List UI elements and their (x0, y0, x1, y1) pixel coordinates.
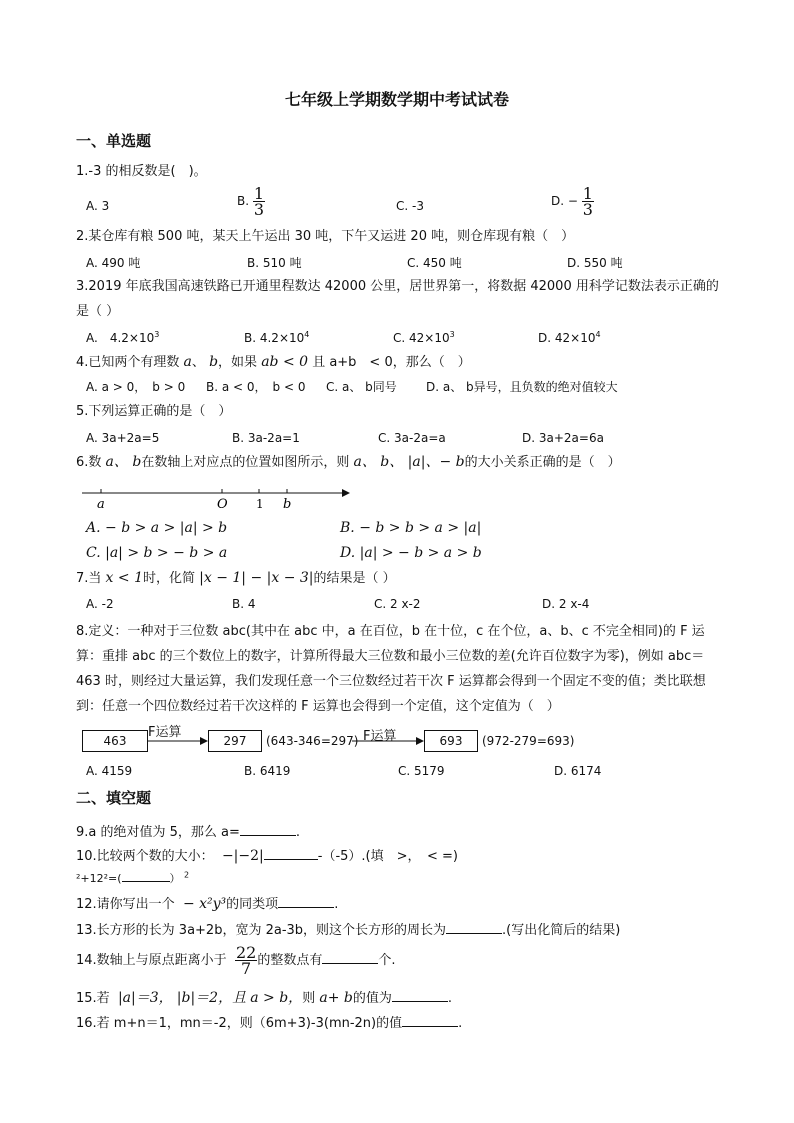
question-9: 9.a 的绝对值为 5，那么 a= . (76, 822, 300, 842)
answer-blank[interactable] (392, 988, 448, 1002)
answer-blank[interactable] (322, 950, 378, 964)
question-4-option-b: B. a < 0， b < 0 (206, 380, 306, 394)
question-6-option-d: D. |a| > − b > a > b (340, 545, 482, 561)
flow-box-463: 463 (82, 730, 148, 752)
question-3-option-b: B. $4.2\times 10^4$ (244, 330, 310, 345)
answer-blank[interactable] (122, 870, 170, 882)
question-8-option-c: C. 5179 (398, 764, 445, 778)
axis-label-a: a (97, 497, 105, 512)
flow-box-693: 693 (424, 730, 478, 752)
answer-blank[interactable] (278, 894, 334, 908)
question-4-option-a: A. a > 0， b > 0 (86, 380, 186, 394)
question-12: 12.请你写出一个 − x²y³的同类项 . (76, 896, 339, 912)
question-3-option-c: C. $42\times 10^3$ (393, 330, 455, 345)
flow-arrow-label-1: F运算 (148, 725, 182, 740)
page-title: 七年级上学期数学期中考试试卷 (284, 90, 509, 109)
axis-label-one: 1 (256, 497, 264, 511)
question-1-option-c: C. -3 (396, 199, 424, 213)
question-1-option-d: D. − $\frac{1}{3}$ (551, 184, 593, 219)
answer-blank[interactable] (446, 920, 502, 934)
question-5-option-d: D. 3a+2a=6a (522, 431, 604, 445)
question-3-option-d: D. $42\times 10^4$ (538, 330, 601, 345)
question-1-stem: 1.-3 的相反数是( )。 (76, 164, 207, 179)
question-15: 15.若 |a|＝3， |b|＝2，且 a > b，则 a+ b的值为 . (76, 990, 452, 1006)
question-5-option-c: C. 3a-2a=a (378, 431, 446, 445)
question-6-option-c: C. |a| > b > − b > a (86, 545, 228, 561)
question-2-stem: 2.某仓库有粮 500 吨，某天上午运出 30 吨，下午又运进 20 吨，则仓库现有粮（ ） (76, 229, 575, 244)
question-4-option-c: C. a、 b同号 (326, 380, 397, 394)
question-10: 10.比较两个数的大小： −|−2| -（-5）.(填 >， < =) (76, 848, 459, 864)
question-5-option-a: A. 3a+2a=5 (86, 431, 160, 445)
question-8-option-a: A. 4159 (86, 764, 133, 778)
question-11: ²+12²=( ） $^2$ (76, 870, 190, 885)
fraction: $\frac{1}{3}$ (582, 184, 593, 219)
question-7-stem: 7.当 x < 1时，化简 |x − 1| − |x − 3|的结果是（ ） (76, 570, 396, 586)
question-7-option-a: A. -2 (86, 597, 114, 611)
question-6-option-a: A. − b > a > |a| > b (86, 520, 228, 536)
question-5-option-b: B. 3a-2a=1 (232, 431, 300, 445)
question-7-option-b: B. 4 (232, 597, 256, 611)
question-2-option-d: D. 550 吨 (567, 256, 623, 270)
question-6-stem: 6.数 a、 b在数轴上对应点的位置如图所示，则 a、 b、 |a|、− b的大小关系正确的是（ ） (76, 454, 621, 470)
flow-arrow-1 (148, 735, 208, 747)
flow-box-297: 297 (208, 730, 262, 752)
answer-blank[interactable] (402, 1013, 458, 1027)
question-2-option-c: C. 450 吨 (407, 256, 462, 270)
fraction: $\frac{1}{3}$ (253, 184, 265, 219)
question-2-option-a: A. 490 吨 (86, 256, 141, 270)
section-heading-fill-in: 二、填空题 (76, 789, 152, 807)
question-14: 14.数轴上与原点距离小于 $\frac{22}{7}$ 的整数点有 个. (76, 943, 396, 978)
flow-calc-2: (972-279=693) (482, 734, 575, 748)
question-8-option-b: B. 6419 (244, 764, 291, 778)
question-4-stem: 4.已知两个有理数 a、 b，如果 ab < 0 且 a+b < 0，那么（ ） (76, 354, 471, 370)
number-line-diagram (80, 482, 350, 514)
flow-calc-1: (643-346=297) (266, 734, 359, 748)
question-4-option-d: D. a、 b异号，且负数的绝对值较大 (426, 380, 618, 394)
question-13: 13.长方形的长为 3a+2b，宽为 2a-3b，则这个长方形的周长为 .(写出化简后的结果) (76, 920, 620, 940)
question-7-option-c: C. 2 x-2 (374, 597, 421, 611)
question-16: 16.若 m+n＝1，mn＝-2，则（6m+3)-3(mn-2n)的值 . (76, 1013, 462, 1033)
flow-arrow-2 (352, 735, 424, 747)
answer-blank[interactable] (240, 822, 296, 836)
question-1-option-a: A. 3 (86, 199, 110, 213)
axis-label-b: b (283, 497, 292, 512)
question-5-stem: 5.下列运算正确的是（ ） (76, 404, 232, 419)
question-3-option-a: A. $4.2\times 10^3$ (86, 330, 160, 345)
flow-arrow-label-2: F运算 (363, 729, 397, 744)
question-8-option-d: D. 6174 (554, 764, 602, 778)
section-heading-single-choice: 一、单选题 (76, 132, 152, 150)
answer-blank[interactable] (264, 846, 318, 860)
axis-label-origin: O (217, 497, 228, 512)
question-6-option-b: B. − b > b > a > |a| (340, 520, 482, 536)
fraction: $\frac{22}{7}$ (235, 943, 257, 978)
question-3-stem: 3.2019 年底我国高速铁路已开通里程数达 42000 公里，居世界第一，将数据 42000 用科学记数法表示正确的是（ ） (76, 279, 719, 319)
question-1-option-b: B. $\frac{1}{3}$ (237, 184, 265, 219)
question-7-option-d: D. 2 x-4 (542, 597, 590, 611)
question-2-option-b: B. 510 吨 (247, 256, 302, 270)
question-8-stem: 8.定义：一种对于三位数 abc(其中在 abc 中，a 在百位，b 在十位，c 在个位，a、b、c 不完全相同)的 F 运算：重排 abc 的三个数位上的数字，计算所得最大三位数和最小三位数的差(允许百位数字为零)，例如 abc＝463 时，则经过大量运算，我们发现任意一个三位数经过若干次 F 运算都会得到一个固定不变的值；类比联想到：任意一个四位数经过若干次这样的 F 运算也会得到一个定值，这个定值为（ ） (76, 624, 706, 714)
